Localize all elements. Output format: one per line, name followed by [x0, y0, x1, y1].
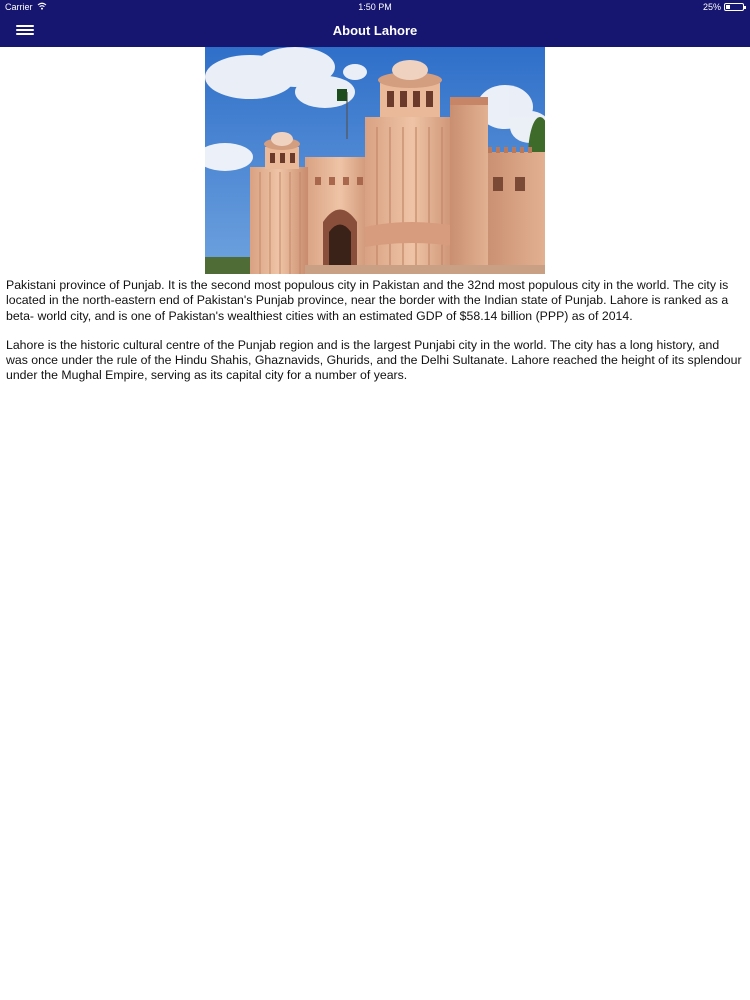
battery-fill [726, 5, 730, 9]
lahore-fort-image [205, 47, 545, 274]
article-paragraph-1: Pakistani province of Punjab. It is the second most populous city in Pakistan and the 32nd most populous city in the world. The city is located in the north-eastern end of Pakistan's Punjab province, near the border with the Indian state of Punjab. Lahore is ranked as a beta- world city, and is one of Pakistan's wealthiest cities with an estimated GDP of $58.14 billion (PPP) as of 2014. [6, 278, 729, 323]
battery-icon [724, 3, 744, 11]
battery-nub [744, 6, 746, 9]
clock-time: 1:50 PM [358, 2, 392, 12]
carrier-label: Carrier [5, 2, 33, 12]
article-paragraph-2: Lahore is the historic cultural centre of the Punjab region and is the largest Punjabi city in the world. The city has a long history, and was once under the rule of the Hindu Shahis, Ghaznavids, Ghurids, and the Delhi Sultanate. Lahore reached the height of its splendour under the Mughal Empire, serving as its capital city for a number of years. [6, 337, 742, 383]
status-bar [0, 0, 750, 14]
page-title: About Lahore [332, 23, 418, 38]
navigation-bar [0, 14, 750, 47]
article-content [6, 278, 744, 398]
battery-percent: 25% [702, 2, 721, 12]
